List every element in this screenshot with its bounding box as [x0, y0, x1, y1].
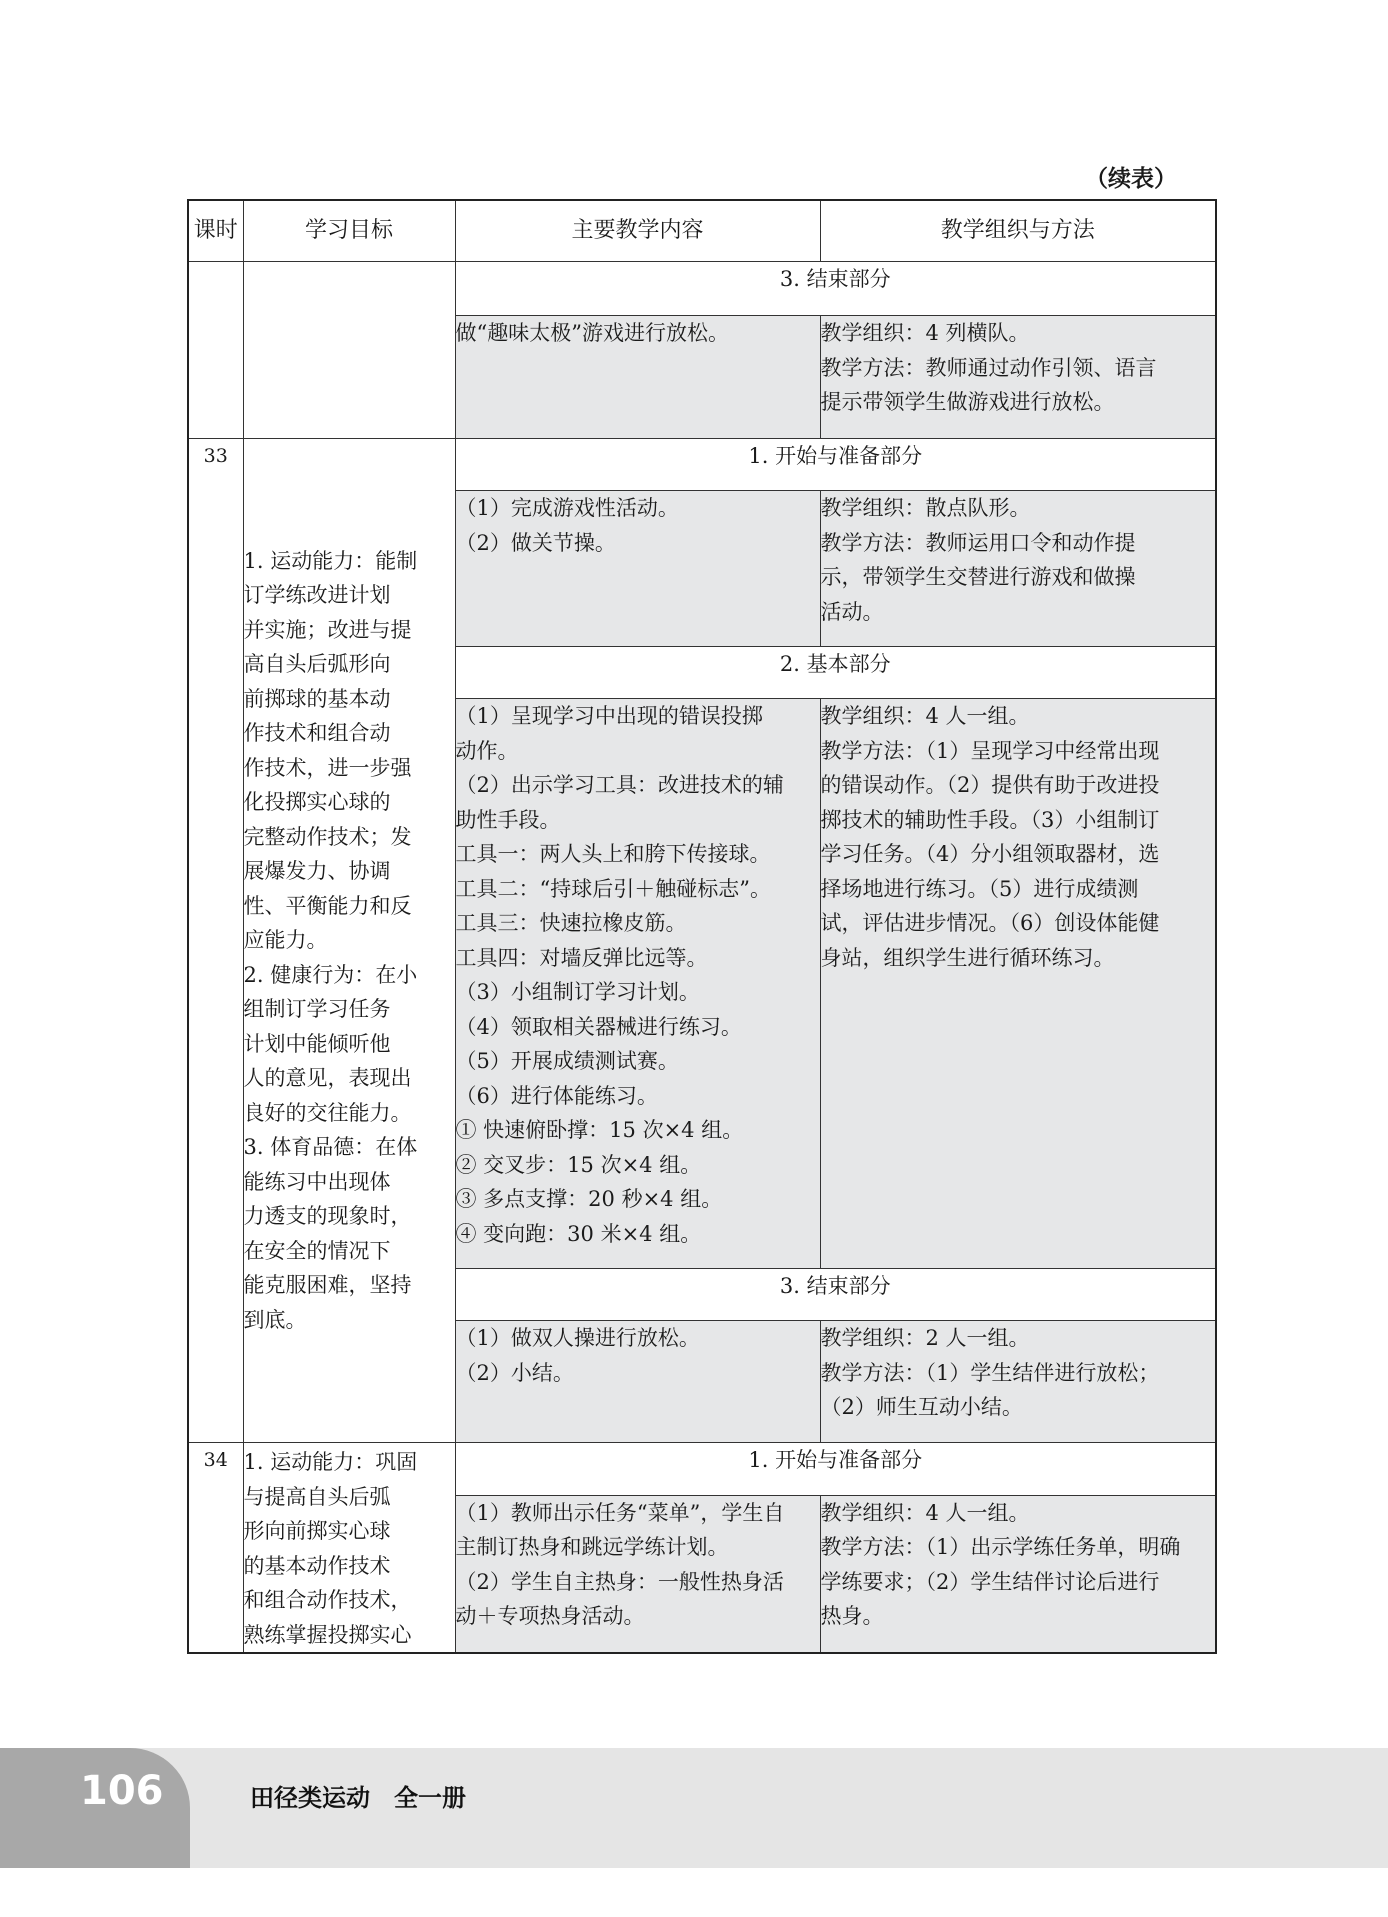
- prev-goal: [243, 262, 455, 439]
- prev-lesson-number: [188, 262, 243, 439]
- method-cell: 教学组织：2 人一组。 教学方法：（1）学生结伴进行放松； （2）师生互动小结。: [820, 1321, 1216, 1443]
- table-header-row: [188, 200, 1216, 262]
- page-number: 106: [80, 1768, 164, 1814]
- content-cell: （1）教师出示任务“菜单”，学生自 主制订热身和跳远学练计划。 （2）学生自主热身：一般性热身活 动＋专项热身活动。: [455, 1495, 820, 1653]
- lesson33-start-section-row: [188, 439, 1216, 491]
- prev-end-section-row: [188, 262, 1216, 316]
- header-lesson: 课时: [188, 200, 243, 262]
- book-title: 田径类运动 全一册: [250, 1784, 466, 1812]
- content-cell: （1）完成游戏性活动。 （2）做关节操。: [455, 491, 820, 647]
- method-cell: 教学组织：4 人一组。 教学方法：（1）出示学练任务单，明确 学练要求；（2）学生结伴讨论后进行 热身。: [820, 1495, 1216, 1653]
- footer-bar: [0, 1748, 1388, 1868]
- learning-goal: 1. 运动能力：巩固 与提高自头后弧 形向前掷实心球 的基本动作技术 和组合动作技术， 熟练掌握投掷实心: [243, 1443, 455, 1654]
- section-title: 3. 结束部分: [455, 1269, 1216, 1321]
- header-method: 教学组织与方法: [820, 200, 1216, 262]
- method-cell: 教学组织：4 列横队。 教学方法：教师通过动作引领、语言 提示带领学生做游戏进行放松。: [820, 316, 1216, 439]
- section-title: 1. 开始与准备部分: [455, 1443, 1216, 1496]
- content-cell: 做“趣味太极”游戏进行放松。: [455, 316, 820, 439]
- method-cell: 教学组织：4 人一组。 教学方法：（1）呈现学习中经常出现 的错误动作。（2）提供有助于改进投 掷技术的辅助性手段。（3）小组制订 学习任务。（4）分小组领取器材，选 择场地进行练习。（5）进行成绩测 试，评估进步情况。（6）创设体能健 身站，组织学生进行循环练习。: [820, 699, 1216, 1269]
- section-title: 3. 结束部分: [455, 262, 1216, 316]
- content-cell: （1）呈现学习中出现的错误投掷 动作。 （2）出示学习工具：改进技术的辅 助性手段。 工具一：两人头上和胯下传接球。 工具二：“持球后引＋触碰标志”。 工具三：快速拉橡皮筋。 工具四：对墙反弹比远等。 （3）小组制订学习计划。 （4）领取相关器械进行练习。 （5）开展成绩测试赛。 （6）进行体能练习。 ① 快速俯卧撑：15 次×4 组。 ② 交叉步：15 次×4 组。 ③ 多点支撑：20 秒×4 组。 ④ 变向跑：30 米×4 组。: [455, 699, 820, 1269]
- method-cell: 教学组织：散点队形。 教学方法：教师运用口令和动作提 示，带领学生交替进行游戏和做操 活动。: [820, 491, 1216, 647]
- section-title: 2. 基本部分: [455, 647, 1216, 699]
- section-title: 1. 开始与准备部分: [455, 439, 1216, 491]
- learning-goal: 1. 运动能力：能制 订学练改进计划 并实施；改进与提 高自头后弧形向 前掷球的基本动 作技术和组合动 作技术，进一步强 化投掷实心球的 完整动作技术；发 展爆发力、协调 性、平衡能力和反 应能力。 2. 健康行为：在小 组制订学习任务 计划中能倾听他 人的意见，表现出 良好的交往能力。 3. 体育品德：在体 能练习中出现体 力透支的现象时， 在安全的情况下 能克服困难，坚持 到底。: [243, 439, 455, 1443]
- lesson-number: 33: [188, 439, 243, 1443]
- continued-label: （续表）: [1085, 166, 1177, 192]
- lesson34-start-section-row: [188, 1443, 1216, 1496]
- lesson-plan-table: [187, 199, 1217, 1654]
- content-cell: （1）做双人操进行放松。 （2）小结。: [455, 1321, 820, 1443]
- lesson-number: 34: [188, 1443, 243, 1654]
- header-content: 主要教学内容: [455, 200, 820, 262]
- header-goal: 学习目标: [243, 200, 455, 262]
